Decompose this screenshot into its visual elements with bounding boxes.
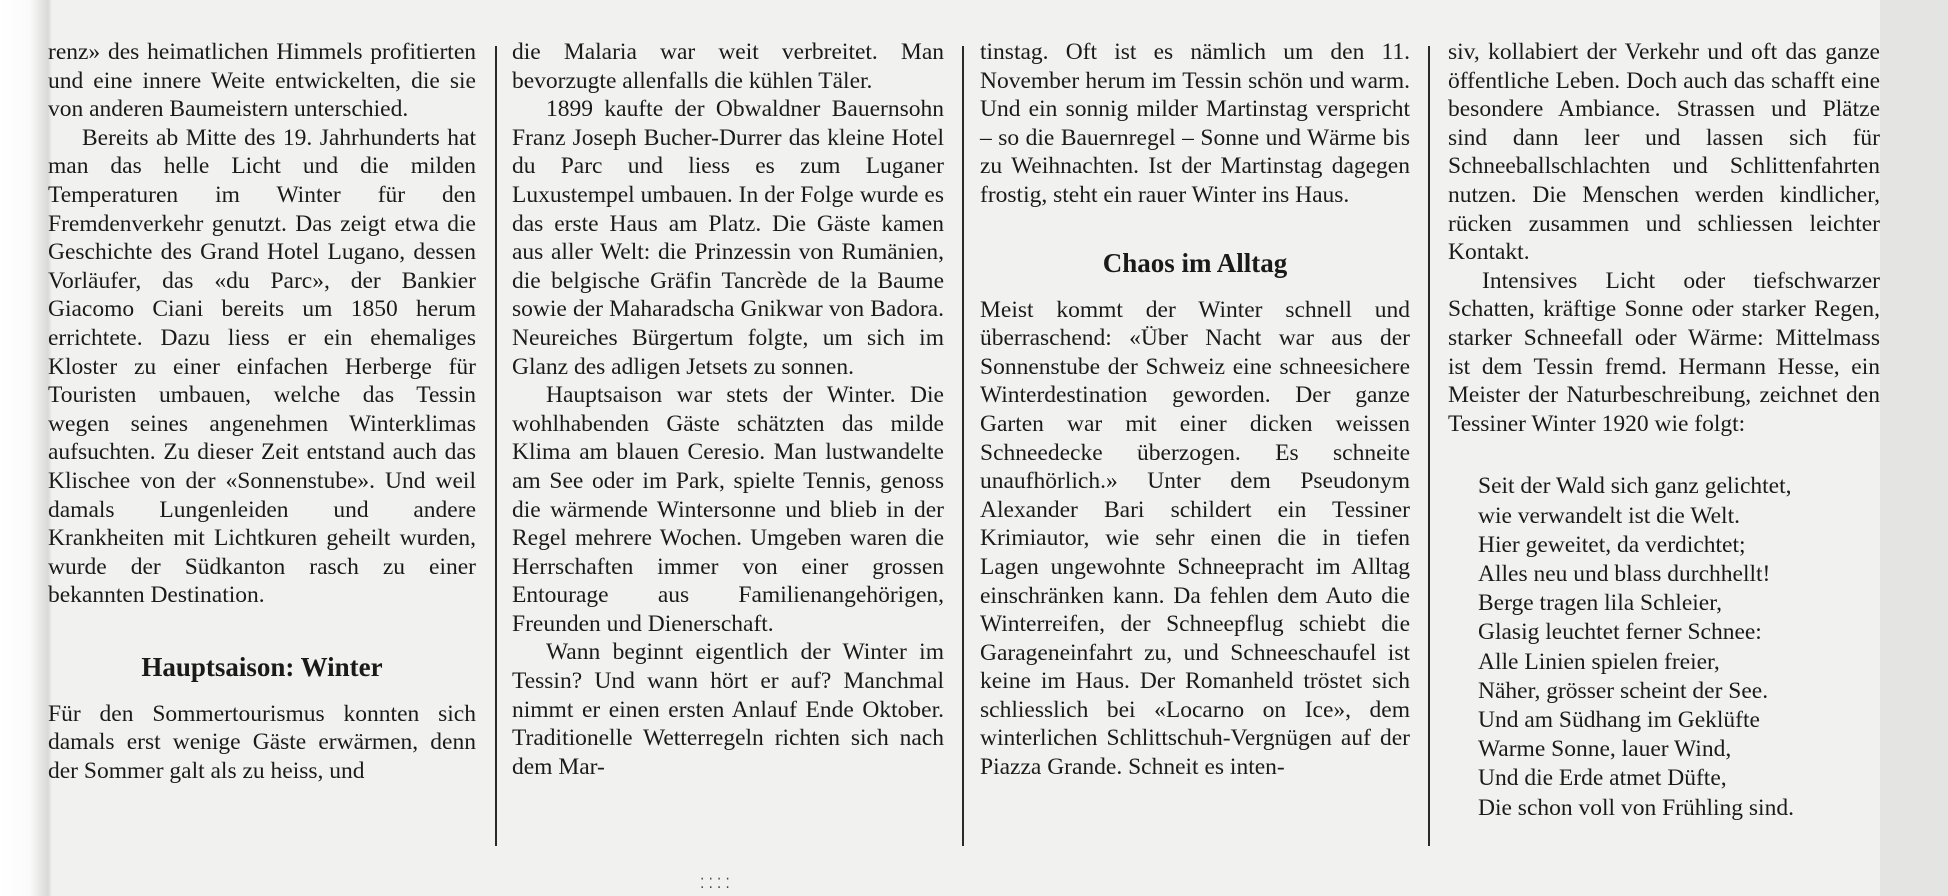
article-column-1: [48, 38, 476, 786]
section-heading: Chaos im Alltag: [1102, 247, 1288, 278]
poem-line: Berge tragen lila Schleier,: [1478, 590, 1722, 617]
paragraph: tinstag. Oft ist es nämlich um den 11. November herum im Tessin schön und warm. Und ein sonnig milder Martinstag verspricht – so die Bauernregel – Sonne und Wärme bis zu Weihnachten. Ist der Martinstag dagegen frostig, steht ein rauer Winter ins Haus.: [980, 39, 1410, 208]
page-edge-shadow: [0, 0, 52, 896]
poem-line: Die schon voll von Frühling sind.: [1478, 794, 1794, 821]
article-column-3: [980, 38, 1410, 782]
paragraph: siv, kollabiert der Verkehr und oft das ganze öffentliche Leben. Doch auch das schafft eine besondere Ambiance. Strassen und Plätze sind dann leer und lassen sich für Schneeballschlachten und Schlittenfahrten nutzen. Die Menschen werden kindlicher, rücken zusammen und schliessen leichter Kontakt.: [1448, 39, 1880, 266]
poem-line: wie verwandelt ist die Welt.: [1478, 502, 1740, 529]
poem-line: Alles neu und blass durchhellt!: [1478, 560, 1771, 587]
column-rule: [1428, 46, 1430, 846]
paragraph: Bereits ab Mitte des 19. Jahrhunderts hat man das helle Licht und die milden Temperaturen im Winter für den Fremdenverkehr genutzt. Das zeigt etwa die Geschichte des Grand Hotel Lugano, dessen Vorläufer, das «du Parc», der Bankier Giacomo Ciani bereits um 1850 herum errichtete. Dazu liess er ein ehemaliges Kloster zu einer einfachen Herberge für Touristen umbauen, welche das Tessin wegen seines angenehmen Winterklimas aufsuchten. Zu dieser Zeit entstand auch das Klischee von der «Sonnenstube». Und weil damals Lungenleiden und andere Krankheiten mit Lichtkuren geheilt wurden, wurde der Südkanton rasch zu einer bekannten Destination.: [48, 124, 476, 609]
paragraph: Wann beginnt eigentlich der Winter im Tessin? Und wann hört er auf? Manchmal nimmt er einen ersten Anlauf Ende Oktober. Traditionelle Wetterregeln richten sich nach dem Mar-: [512, 639, 944, 780]
poem-line: Hier geweitet, da verdichtet;: [1478, 531, 1746, 558]
poem-line: Warme Sonne, lauer Wind,: [1478, 736, 1732, 763]
article-column-2: [512, 38, 944, 781]
column-rule: [495, 46, 497, 846]
poem: [1448, 472, 1880, 822]
poem-line: Und am Südhang im Geklüfte: [1478, 706, 1760, 733]
paragraph: renz» des heimatlichen Himmels profitierten und eine innere Weite entwickelten, die sie von anderen Baumeistern unterschied.: [48, 39, 476, 123]
paragraph: Meist kommt der Winter schnell und überraschend: «Über Nacht war aus der Sonnenstube der Schweiz eine schneesichere Winterdestination geworden. Der ganze Garten war mit einer dicken weissen Schneedecke überzogen. Es schneite unaufhörlich.» Unter dem Pseudonym Alexander Bari schildert ein Tessiner Krimiautor, wie sehr einen die in tiefen Lagen ungewohnte Schneepracht im Alltag einschränken kann. Da fehlen dem Auto die Winterreifen, der Schneepflug schiebt die Garageneinfahrt zu, und Schneeschaufel ist keine im Haus. Der Romanheld tröstet sich schliesslich bei «Locarno on Ice», dem winterlichen Schlittschuh-Vergnügen auf der Piazza Grande. Schneit es inten-: [980, 296, 1410, 781]
page-fold: [1880, 0, 1948, 896]
paragraph: Für den Sommertourismus konnten sich damals erst wenige Gäste erwärmen, denn der Sommer galt als zu heiss, und: [48, 700, 476, 785]
paragraph: Intensives Licht oder tiefschwarzer Schatten, kräftige Sonne oder starker Regen, starker Schneefall oder Wärme: Mittelmass ist dem Tessin fremd. Hermann Hesse, ein Meister der Naturbeschreibung, zeichnet den Tessiner Winter 1920 wie folgt:: [1448, 267, 1880, 437]
poem-line: Seit der Wald sich ganz gelichtet,: [1478, 473, 1792, 500]
column-rule: [962, 46, 964, 846]
footer-marks: ⁚⁚⁚⁚: [700, 877, 734, 892]
poem-line: Glasig leuchtet ferner Schnee:: [1478, 619, 1762, 646]
section-heading: Hauptsaison: Winter: [141, 651, 383, 682]
paragraph: 1899 kaufte der Obwaldner Bauernsohn Franz Joseph Bucher-Durrer das kleine Hotel du Parc und liess es zum Luganer Luxustempel umbauen. In der Folge wurde es das erste Haus am Platz. Die Gäste kamen aus aller Welt: die Prinzessin von Rumänien, die belgische Gräfin Tancrède de la Baume sowie der Maharadscha Gnikwar von Badora. Neureiches Bürgertum folgte, um sich im Glanz des adligen Jetsets zu sonnen.: [512, 96, 944, 380]
poem-line: Alle Linien spielen freier,: [1478, 648, 1720, 675]
article-column-4: [1448, 38, 1880, 823]
paragraph: Hauptsaison war stets der Winter. Die wohlhabenden Gäste schätzten das milde Klima am blauen Ceresio. Man lustwandelte am See oder im Park, spielte Tennis, genoss die wärmende Wintersonne und blieb in der Regel mehrere Wochen. Umgeben waren die Herrschaften immer von einer grossen Entourage aus Familienangehörigen, Freunden und Dienerschaft.: [512, 382, 944, 637]
paragraph: die Malaria war weit verbreitet. Man bevorzugte allenfalls die kühlen Täler.: [512, 39, 944, 94]
poem-line: Und die Erde atmet Düfte,: [1478, 765, 1727, 792]
poem-line: Näher, grösser scheint der See.: [1478, 677, 1769, 704]
